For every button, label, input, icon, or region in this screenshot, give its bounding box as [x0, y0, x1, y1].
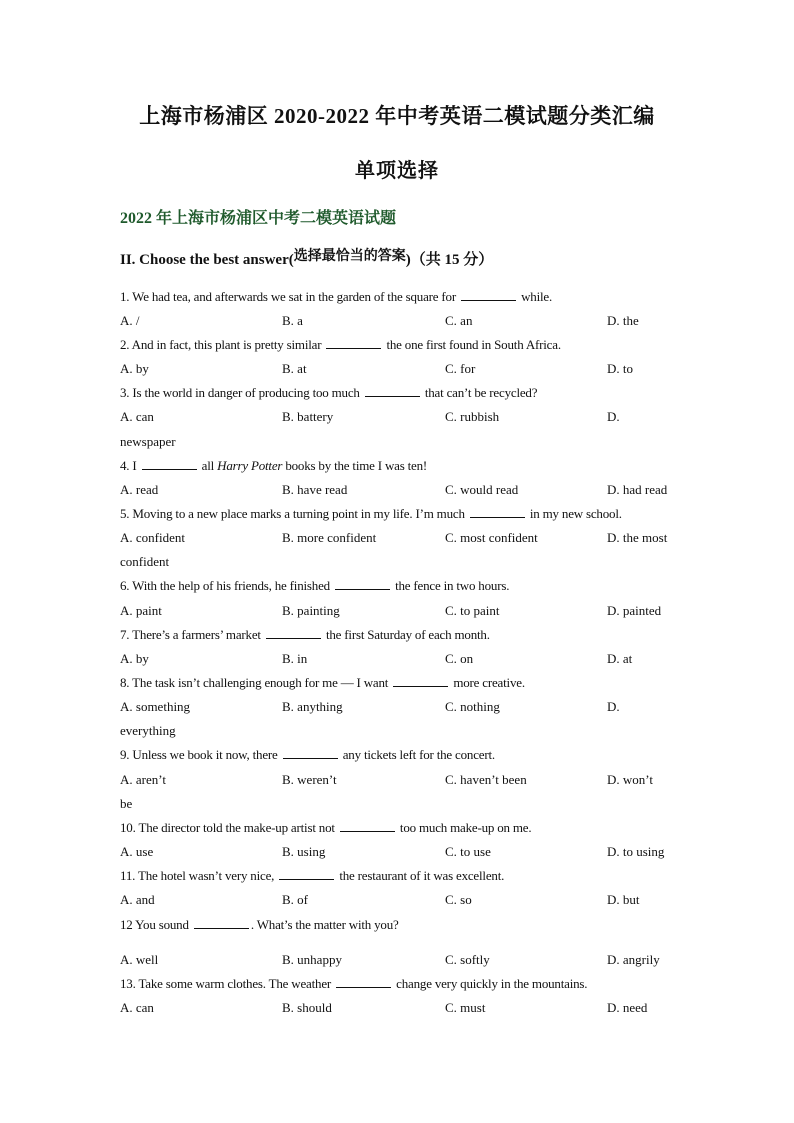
option-b: B. weren’t	[282, 772, 337, 787]
question-13	[120, 976, 587, 992]
question-text: all	[201, 458, 215, 473]
instruction-cn: 选择最恰当的答案	[293, 249, 406, 264]
question-text: in my new school.	[529, 506, 622, 521]
option-c: C. an	[445, 313, 473, 328]
option-d: D. to using	[607, 844, 665, 859]
question-text: that can’t be recycled?	[424, 385, 538, 400]
option-a: A. confident	[120, 530, 185, 545]
option-d: D. to	[607, 361, 633, 376]
option-b: B. battery	[282, 409, 334, 424]
option-a: A. read	[120, 482, 159, 497]
question-text: 1. We had tea, and afterwards we sat in the garden of the square for	[120, 289, 456, 304]
question-text: 13. Take some warm clothes. The weather	[120, 976, 332, 991]
answer-blank	[340, 821, 395, 832]
option-a: A. by	[120, 651, 149, 666]
answer-blank	[336, 977, 391, 988]
instruction-tail: )（共 15 分）	[405, 252, 494, 268]
option-d: D. the	[607, 313, 639, 328]
option-a: A. use	[120, 844, 154, 859]
option-a: A. paint	[120, 603, 162, 618]
question-text: 10. The director told the make-up artist not	[120, 820, 335, 835]
option-d-wrap: be	[120, 796, 133, 811]
option-b: B. a	[282, 313, 303, 328]
question-text: more creative.	[453, 675, 525, 690]
option-d: D.	[607, 699, 620, 714]
option-c: C. nothing	[445, 699, 500, 714]
question-text: 7. There’s a farmers’ market	[120, 627, 261, 642]
answer-blank	[266, 628, 321, 639]
question-text: 9. Unless we book it now, there	[120, 747, 278, 762]
option-c: C. on	[445, 651, 474, 666]
option-d-wrap: newspaper	[120, 434, 176, 449]
option-a: A. something	[120, 699, 191, 714]
question-9	[120, 747, 495, 763]
answer-blank	[461, 290, 516, 301]
option-c: C. would read	[445, 482, 519, 497]
option-a: A. can	[120, 409, 154, 424]
option-b: B. in	[282, 651, 308, 666]
option-a: A. aren’t	[120, 772, 166, 787]
option-d: D. but	[607, 892, 640, 907]
option-c: C. haven’t been	[445, 772, 527, 787]
answer-blank	[393, 676, 448, 687]
question-8	[120, 675, 525, 691]
question-11	[120, 868, 504, 884]
question-text: 12 You sound	[120, 917, 189, 932]
question-text: . What’s the matter with you?	[250, 917, 399, 932]
question-text: the fence in two hours.	[395, 578, 510, 593]
option-d: D. had read	[607, 482, 668, 497]
option-b: B. should	[282, 1000, 332, 1015]
option-b: B. using	[282, 844, 326, 859]
question-text: books by the time I was ten!	[285, 458, 428, 473]
option-d: D. the most	[607, 530, 668, 545]
question-text: any tickets left for the concert.	[342, 747, 495, 762]
option-c: C. must	[445, 1000, 486, 1015]
option-c: C. so	[445, 892, 472, 907]
answer-blank	[335, 579, 390, 590]
question-1	[120, 289, 552, 305]
answer-blank	[470, 507, 525, 518]
option-c: C. rubbish	[445, 409, 500, 424]
option-b: B. anything	[282, 699, 343, 714]
question-text: too much make-up on me.	[399, 820, 532, 835]
option-a: A. well	[120, 952, 159, 967]
option-d: D.	[607, 409, 620, 424]
option-c: C. to paint	[445, 603, 500, 618]
answer-blank	[365, 386, 420, 397]
question-7	[120, 627, 490, 643]
question-4	[120, 458, 427, 474]
question-2	[120, 337, 561, 353]
option-b: B. painting	[282, 603, 340, 618]
question-12	[120, 917, 399, 933]
option-b: B. more confident	[282, 530, 377, 545]
option-b: B. unhappy	[282, 952, 342, 967]
option-d: D. won’t	[607, 772, 653, 787]
question-text: 6. With the help of his friends, he finished	[120, 578, 330, 593]
question-3	[120, 385, 537, 401]
option-b: B. of	[282, 892, 308, 907]
option-c: C. to use	[445, 844, 491, 859]
instruction-en: II. Choose the best answer(	[120, 252, 294, 268]
option-d-wrap: everything	[120, 723, 176, 738]
question-text: while.	[521, 289, 553, 304]
section-heading: 2022 年上海市杨浦区中考二模英语试题	[120, 210, 397, 227]
question-text: 2. And in fact, this plant is pretty similar	[120, 337, 322, 352]
option-a: A. and	[120, 892, 155, 907]
answer-blank	[142, 459, 197, 470]
option-b: B. at	[282, 361, 307, 376]
question-6	[120, 578, 509, 594]
document-title: 上海市杨浦区 2020-2022 年中考英语二模试题分类汇编	[139, 104, 655, 128]
question-text: the first Saturday of each month.	[325, 627, 490, 642]
question-text: 4. I	[120, 458, 137, 473]
option-c: C. softly	[445, 952, 490, 967]
question-10	[120, 820, 531, 836]
question-text: the one first found in South Africa.	[386, 337, 561, 352]
option-d: D. need	[607, 1000, 648, 1015]
answer-blank	[194, 918, 249, 929]
option-d-wrap: confident	[120, 554, 170, 569]
option-a: A. by	[120, 361, 149, 376]
question-text: 11. The hotel wasn’t very nice,	[120, 868, 275, 883]
option-b: B. have read	[282, 482, 348, 497]
option-a: A. /	[120, 313, 140, 328]
question-text: 3. Is the world in danger of producing too much	[120, 385, 360, 400]
answer-blank	[279, 869, 334, 880]
option-d: D. at	[607, 651, 633, 666]
question-text: 8. The task isn’t challenging enough for me — I want	[120, 675, 389, 690]
option-c: C. for	[445, 361, 476, 376]
instruction-line	[120, 248, 493, 269]
question-text: 5. Moving to a new place marks a turning point in my life. I’m much	[120, 506, 465, 521]
option-d: D. painted	[607, 603, 662, 618]
option-c: C. most confident	[445, 530, 538, 545]
option-d: D. angrily	[607, 952, 660, 967]
answer-blank	[326, 338, 381, 349]
question-5	[120, 506, 622, 522]
document-subtitle: 单项选择	[355, 160, 439, 182]
book-title: Harry Potter	[217, 458, 283, 473]
option-a: A. can	[120, 1000, 154, 1015]
answer-blank	[283, 748, 338, 759]
question-text: the restaurant of it was excellent.	[339, 868, 505, 883]
question-text: change very quickly in the mountains.	[396, 976, 588, 991]
